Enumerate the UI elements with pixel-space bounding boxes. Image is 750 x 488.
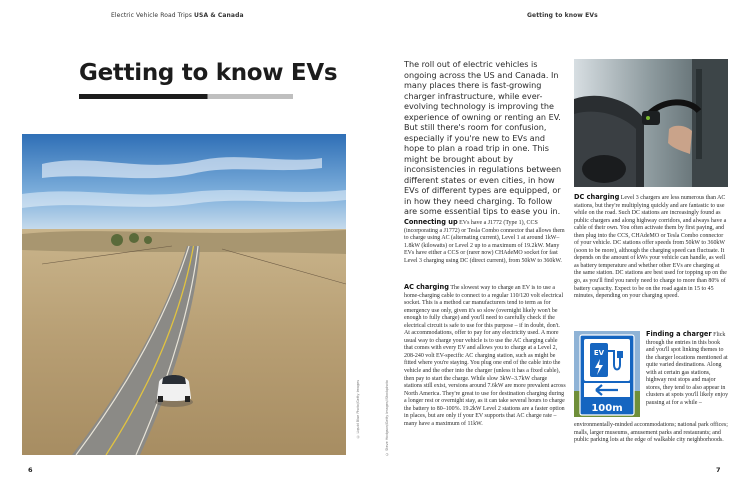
- running-header-right: Getting to know EVs: [527, 12, 598, 19]
- photo-credit-charger: © Steve Hodgson/Getty Images/iStockphoto: [385, 380, 389, 456]
- section-heading-finding: Finding a charger: [646, 330, 712, 338]
- intro-paragraph: The roll out of electric vehicles is ongoing across the US and Canada. In many places there is fast-growing charger infrastructure, while ever-evolving technology is improving the experience of owning or renting an EV. But still there's room for confusion, especially if you're new to EVs and hope to plan a road trip in one. This might be brought about by inconsistencies in regulations between different states or even cities, in how EVs of different types are equipped, or in how they need charging. To follow are some essential tips to ease you in.: [404, 59, 562, 216]
- running-header-left: [111, 12, 244, 19]
- ev-sign-photo: [574, 331, 640, 417]
- photo-credit-road: © Liquid Blue Photo/Getty Images: [356, 380, 360, 439]
- section-heading-ac: AC charging: [404, 283, 449, 291]
- section-text-connecting: EVs have a J1772 (Type 1), CCS (incorporating a J1772) or Tesla Combo connector that allows them to charge using AC (alternating current), Level 1 at around 1kW–1.8kW (kilowatts) or Level 2 up to a maximum of 19.2kW. Many EVs have either a CCS or (rarer now) CHAdeMO socket for fast Level 3 charging using DC (direct current), from 50kW to 360kW.: [404, 220, 565, 264]
- section-heading-connecting: Connecting up: [404, 218, 458, 226]
- section-text-ac: The slowest way to charge an EV is to use a home-charging cable to connect to a regular 110/120 volt electrical socket. This is a method car manufacturers tend to term as for emergency use only, given it's so slow (overnight likely won't be enough to fully charge) and you'll need to carefully check if the electrical circuit is safe to use for this purpose – if in doubt, don't. At accommodations, offer to pay for any electricity used. A more usual way to charge your vehicle is to use the AC charging cable that comes with every EV and allows you to charge at a Level 2, 208-240 volt EV-specific AC charging station, such as might be fitted where you're staying. You plug one end of the cable into the vehicle and the other into the charger (unless it has a fixed cable), then pay to start the charge. While slow 3kW–3.7kW charge stations still exist, versions around 7.6kW are more prevalent across North America. They're great to use for destination charging during a longer rest or overnight stay, as it can take several hours to charge the battery to 80–100%. 19.2kW Level 2 stations are a faster option in places, but are only if your EV supports that AC charge rate – many have a maximum of 11kW.: [404, 285, 566, 427]
- section-ac: [404, 284, 566, 428]
- page-number-left: 6: [28, 466, 33, 474]
- section-heading-dc: DC charging: [574, 193, 620, 201]
- section-dc: [574, 194, 728, 301]
- ev-sign-label: EV: [593, 349, 605, 357]
- section-connecting: [404, 219, 566, 265]
- section-finding-cont: environmentally-minded accommodations; national park offices; malls, larger museums, amusement parks and restaurants; and public parking lots at the edge of walkable city neighborhoods.: [574, 422, 728, 444]
- page-number-right: 7: [716, 466, 721, 474]
- page-title: Getting to know EVs: [79, 60, 338, 86]
- distance-label: 100m: [591, 403, 623, 414]
- section-text-finding-wrap: Flick through the entries in this book and you'll spot linking themes to the charger locations mentioned at quite varied destinations. Along with at certain gas stations, highway rest stops and major stores, they tend to also appear in clusters at spots you'll likely enjoy pausing at for a while –: [646, 332, 729, 406]
- road-photo: [22, 134, 346, 455]
- header-region: USA & Canada: [194, 12, 244, 19]
- section-text-dc: Level 3 chargers are less numerous than AC stations, but they're multiplying quickly and are fantastic to use while on the road. Such DC stations are increasingly found as public chargers and along highway corridors, and always have a cable of their own. You often activate them by first paying, and then plug into the CCS, CHAdeMO or Tesla Combo connector of your vehicle. DC stations offer speeds from 50kW to 360kW (soon to be more), although the charging speed can fluctuate. It depends on the amount of kWs your vehicle can handle, as well as battery temperature and whether other EVs are charging at the same station. DC stations are best used for topping up on the go, as you'll find you rarely need to charge to more than 80% of battery capacity. Expect to be on the road again in 15 to 45 minutes, depending on your charging speed.: [574, 195, 727, 300]
- title-rule: [79, 94, 293, 99]
- section-finding: [646, 331, 730, 407]
- header-series: Electric Vehicle Road Trips: [111, 12, 193, 19]
- charger-photo: [574, 59, 728, 187]
